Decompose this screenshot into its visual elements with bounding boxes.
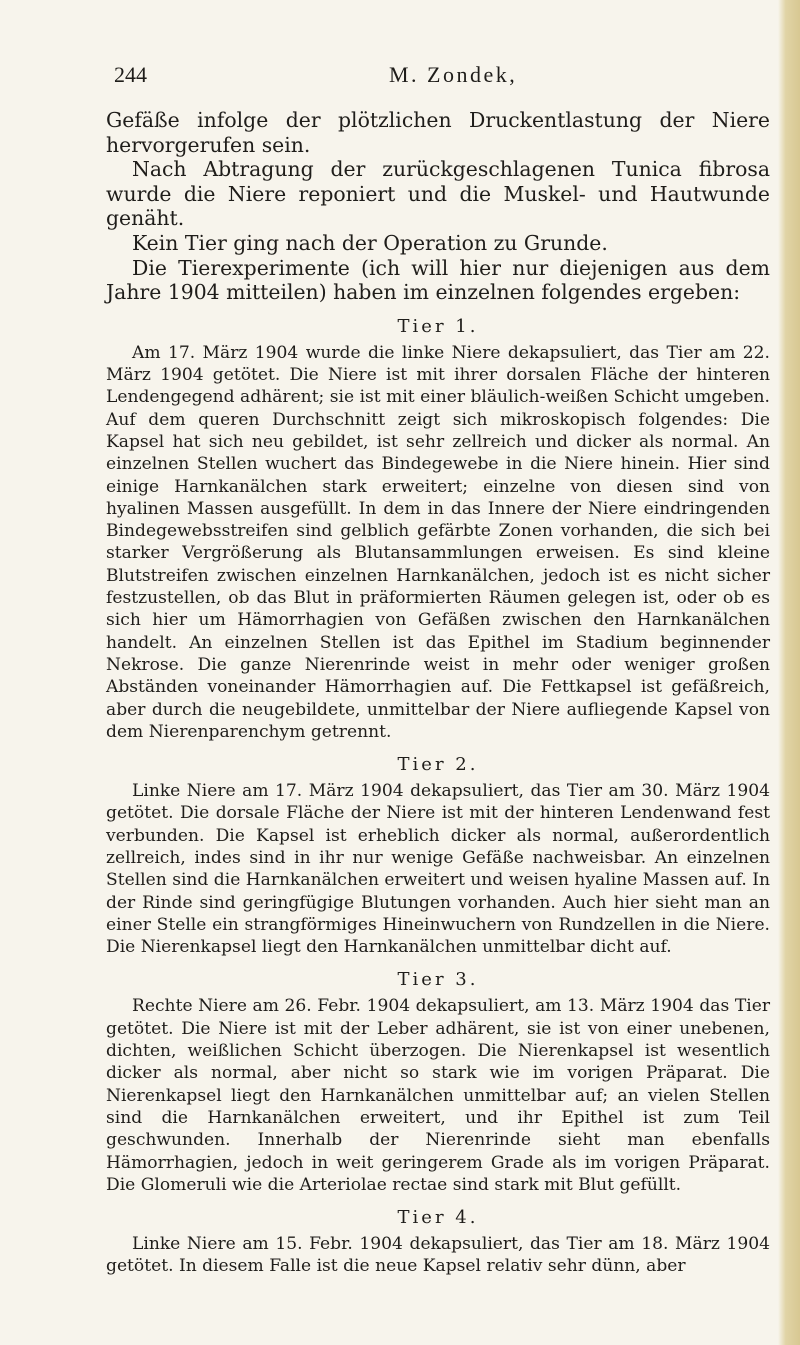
intro-section	[106, 108, 770, 305]
page-edge	[778, 0, 800, 1345]
section-paragraph: Am 17. März 1904 wurde die linke Niere dekapsuliert, das Tier am 22. März 1904 getötet. Die Niere ist mit ihrer dorsalen Fläche der hinteren Lendengegend adhärent; sie ist mit einer bläulich-weißen Schicht umgeben. Auf dem queren Durchschnitt zeigt sich mikroskopisch folgendes: Die Kapsel hat sich neu gebildet, ist sehr zellreich und dicker als normal. An einzelnen Stellen wuchert das Bindegewebe in die Niere hinein. Hier sind einige Harnkanälchen stark erweitert; einzelne von diesen sind von hyalinen Massen ausgefüllt. In dem in das Innere der Niere eindringenden Bindegewebsstreifen sind gelblich gefärbte Zonen vorhanden, die sich bei starker Vergrößerung als Blutansammlungen erweisen. Es sind kleine Blutstreifen zwischen einzelnen Harnkanälchen, jedoch ist es nicht sicher festzustellen, ob das Blut in präformierten Räumen gelegen ist, oder ob es sich hier um Hämorrhagien von Gefäßen zwischen den Harnkanälchen handelt. An einzelnen Stellen ist das Epithel im Stadium beginnender Nekrose. Die ganze Nierenrinde weist in mehr oder weniger großen Abständen voneinander Hämorrhagien auf. Die Fettkapsel ist gefäßreich, aber durch die neugebildete, unmittelbar der Niere aufliegende Kapsel von dem Nierenparenchym getrennt.	[106, 342, 770, 742]
page-number: 244	[114, 62, 147, 87]
section-paragraph: Rechte Niere am 26. Febr. 1904 dekapsuliert, am 13. März 1904 das Tier getötet. Die Niere ist mit der Leber adhärent, sie ist von einer unebenen, dichten, weißlichen Schicht überzogen. Die Nierenkapsel ist wesentlich dicker als normal, aber nicht so stark wie im vorigen Präparat. Die Nierenkapsel liegt den Harnkanälchen unmittelbar auf; an vielen Stellen sind die Harnkanälchen erweitert, und ihr Epithel ist zum Teil geschwunden. Innerhalb der Nierenrinde sieht man ebenfalls Hämorrhagien, jedoch in weit geringerem Grade als im vorigen Präparat. Die Glomeruli wie die Arteriolae rectae sind stark mit Blut gefüllt.	[106, 996, 770, 1195]
section-heading: Tier 4.	[397, 1207, 479, 1229]
section-paragraph: Linke Niere am 17. März 1904 dekapsuliert, das Tier am 30. März 1904 getötet. Die dorsale Fläche der Niere ist mit der hinteren Lendenwand fest verbunden. Die Kapsel ist erheblich dicker als normal, außerordentlich zellreich, indes sind in ihr nur wenige Gefäße nachweisbar. An einzelnen Stellen sind die Harnkanälchen erweitert und weisen hyaline Massen auf. In der Rinde sind geringfügige Blutungen vorhanden. Auch hier sieht man an einer Stelle ein strangförmiges Hineinwuchern von Rundzellen in die Niere. Die Nierenkapsel liegt den Harnkanälchen unmittelbar dicht auf.	[106, 781, 771, 958]
animal-section-4	[106, 1206, 770, 1278]
intro-paragraph: Nach Abtragung der zurückgeschlagenen Tunica fibrosa wurde die Niere reponiert und die Muskel- und Hautwunde genäht.	[106, 157, 770, 231]
intro-paragraph: Die Tierexperimente (ich will hier nur diejenigen aus dem Jahre 1904 mitteilen) haben im einzelnen folgendes ergeben:	[106, 255, 770, 305]
running-head: M. Zondek,	[389, 62, 518, 87]
intro-paragraph: Gefäße infolge der plötzlichen Druckentlastung der Niere hervorgerufen sein.	[106, 108, 770, 157]
body-text	[106, 108, 770, 1278]
page-header	[114, 62, 694, 94]
animal-section-2	[106, 753, 770, 958]
animal-section-1	[106, 315, 770, 743]
section-heading: Tier 3.	[397, 969, 479, 991]
animal-section-3	[106, 968, 770, 1196]
intro-paragraph: Kein Tier ging nach der Operation zu Grunde.	[132, 230, 608, 255]
section-heading: Tier 1.	[397, 315, 479, 337]
section-heading: Tier 2.	[397, 754, 479, 776]
section-paragraph: Linke Niere am 15. Febr. 1904 dekapsuliert, das Tier am 18. März 1904 getötet. In diesem Falle ist die neue Kapsel relativ sehr dünn, aber	[106, 1234, 770, 1277]
